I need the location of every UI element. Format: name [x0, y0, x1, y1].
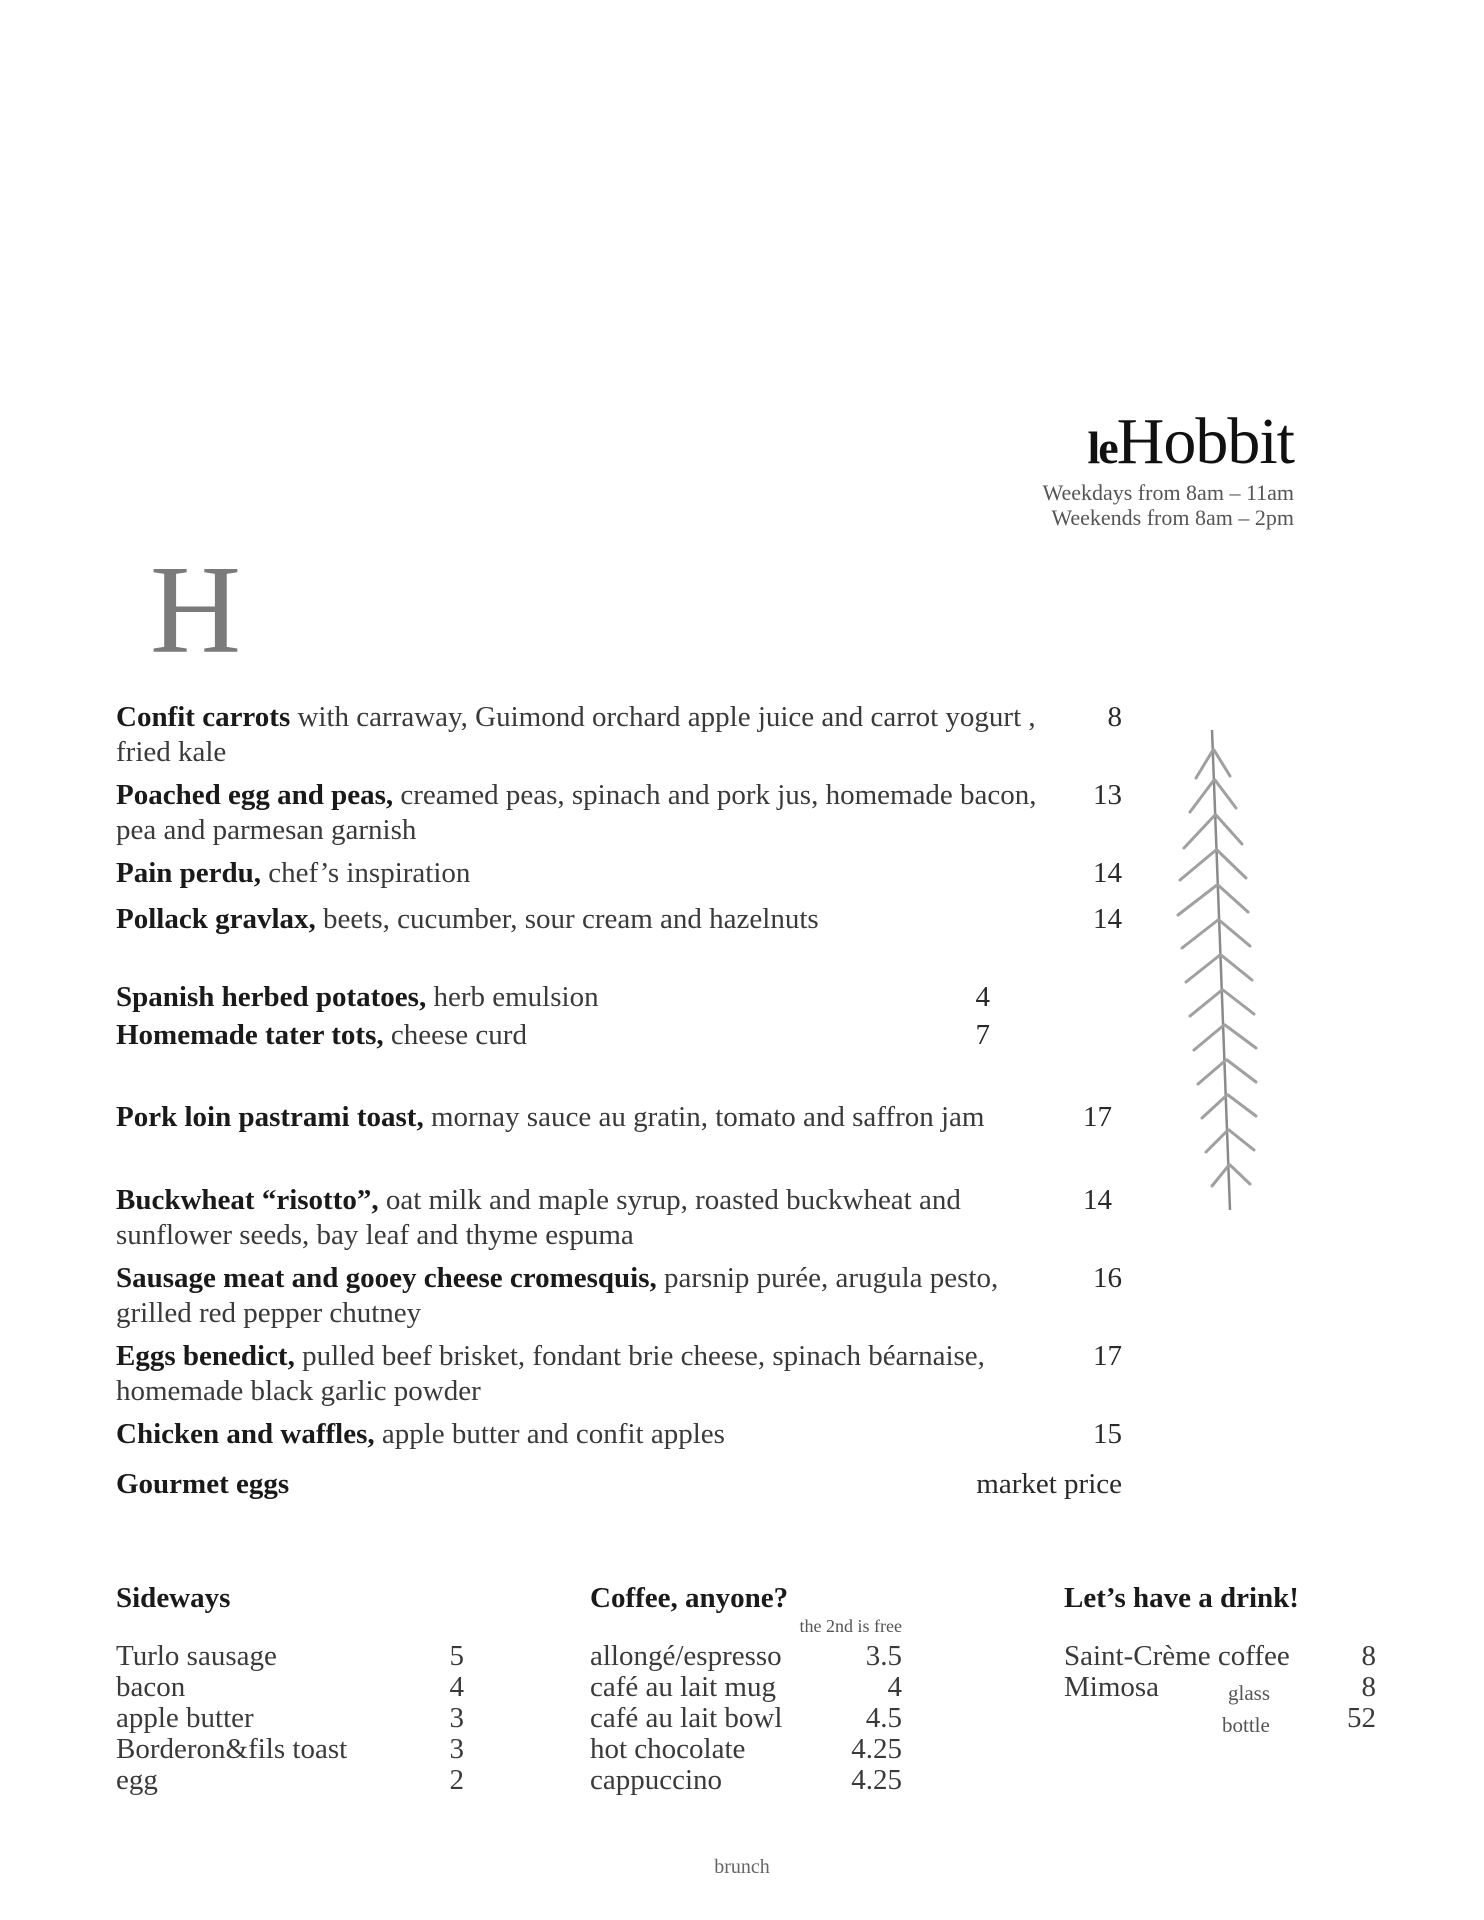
- item-desc: creamed peas, spinach and pork jus, homemade bacon, pea and parmesan garnish: [116, 779, 1037, 846]
- item-desc: mornay sauce au gratin, tomato and saffron jam: [423, 1101, 985, 1133]
- item-name: Confit carrots: [116, 701, 291, 733]
- section-title-coffee: Coffee, anyone?: [590, 1582, 789, 1614]
- item-name: Pain perdu,: [116, 857, 262, 889]
- item-price: 13: [1093, 779, 1122, 811]
- list-item-price: 3: [449, 1733, 464, 1765]
- item-price: 14: [1093, 903, 1122, 935]
- list-item: Mimosa: [1064, 1671, 1160, 1703]
- menu-item-cromesquis: [116, 1261, 1076, 1331]
- item-price: 17: [1093, 1340, 1122, 1372]
- item-name: Poached egg and peas,: [116, 779, 394, 811]
- list-item-price: 8: [1361, 1640, 1376, 1672]
- item-desc: herb emulsion: [426, 981, 599, 1013]
- item-price: market price: [976, 1468, 1122, 1500]
- list-item-sub: glass: [1228, 1681, 1270, 1705]
- item-desc: cheese curd: [383, 1019, 527, 1051]
- list-item-price: 52: [1347, 1702, 1376, 1734]
- list-item-price: 4.5: [865, 1702, 902, 1734]
- logo-name: Hobbit: [1116, 405, 1294, 478]
- list-item-price: 3: [449, 1702, 464, 1734]
- item-price: 14: [1093, 857, 1122, 889]
- list-item: egg: [116, 1764, 158, 1796]
- item-desc: pulled beef brisket, fondant brie cheese, spinach béarnaise, homemade black garlic powder: [116, 1340, 985, 1407]
- list-item: apple butter: [116, 1702, 254, 1734]
- list-item-price: 4: [887, 1671, 902, 1703]
- list-item: bacon: [116, 1671, 186, 1703]
- hours-weekends: Weekends from 8am – 2pm: [1051, 505, 1294, 530]
- list-item-price: 4: [449, 1671, 464, 1703]
- list-item-price: 2: [449, 1764, 464, 1796]
- list-item: Saint-Crème coffee: [1064, 1640, 1290, 1672]
- hours-weekdays: Weekdays from 8am – 11am: [1042, 480, 1294, 505]
- list-item-price: 8: [1361, 1671, 1376, 1703]
- item-desc: parsnip purée, arugula pesto, grilled red pepper chutney: [116, 1262, 999, 1329]
- item-desc: apple butter and confit apples: [374, 1418, 725, 1450]
- section-title-drinks: Let’s have a drink!: [1064, 1582, 1299, 1614]
- list-item-price: 5: [449, 1640, 464, 1672]
- item-name: Eggs benedict,: [116, 1340, 295, 1372]
- list-item: cappuccino: [590, 1764, 723, 1796]
- item-name: Homemade tater tots,: [116, 1019, 384, 1051]
- list-item: café au lait mug: [590, 1671, 776, 1703]
- coffee-note: the 2nd is free: [799, 1616, 902, 1636]
- logo-prefix: le: [1087, 422, 1117, 473]
- opening-hours: [1042, 480, 1294, 530]
- menu-item-chicken-waffles: [116, 1417, 1116, 1452]
- rosemary-branch-icon: [1160, 720, 1270, 1220]
- item-desc: with carraway, Guimond orchard apple juice and carrot yogurt , fried kale: [116, 701, 1036, 768]
- menu-item-pollack-gravlax: [116, 902, 1116, 937]
- item-name: Pollack gravlax,: [116, 903, 316, 935]
- list-item-price: 3.5: [865, 1640, 902, 1672]
- item-desc: chef’s inspiration: [261, 857, 471, 889]
- list-item: café au lait bowl: [590, 1702, 783, 1734]
- menu-item-eggs-benedict: [116, 1339, 1016, 1409]
- item-price: 7: [975, 1019, 990, 1051]
- item-name: Buckwheat “risotto”,: [116, 1184, 379, 1216]
- list-item-sub: bottle: [1222, 1713, 1270, 1737]
- item-price: 8: [1107, 701, 1122, 733]
- menu-item-poached-egg: [116, 778, 1076, 848]
- list-item: Turlo sausage: [116, 1640, 277, 1672]
- item-price: 15: [1093, 1418, 1122, 1450]
- item-name: Gourmet eggs: [116, 1468, 290, 1500]
- list-item: hot chocolate: [590, 1733, 746, 1765]
- item-name: Spanish herbed potatoes,: [116, 981, 427, 1013]
- item-price: 16: [1093, 1262, 1122, 1294]
- section-title-sideways: Sideways: [116, 1582, 231, 1614]
- list-item-price: 4.25: [851, 1733, 902, 1765]
- menu-item-pastrami-toast: [116, 1100, 996, 1135]
- list-item-price: 4.25: [851, 1764, 902, 1796]
- menu-item-buckwheat-risotto: [116, 1183, 1076, 1253]
- list-item: Borderon&fils toast: [116, 1733, 348, 1765]
- menu-item-confit-carrots: [116, 700, 1076, 770]
- item-price: 17: [1083, 1101, 1112, 1133]
- page-footer: brunch: [714, 1856, 770, 1878]
- item-desc: oat milk and maple syrup, roasted buckwheat and sunflower seeds, bay leaf and thyme espuma: [116, 1184, 961, 1251]
- item-desc: beets, cucumber, sour cream and hazelnuts: [315, 903, 819, 935]
- item-price: 4: [975, 981, 990, 1013]
- list-item: allongé/espresso: [590, 1640, 782, 1672]
- item-name: Chicken and waffles,: [116, 1418, 375, 1450]
- menu-item-pain-perdu: [116, 856, 1116, 891]
- item-price: 14: [1083, 1184, 1112, 1216]
- item-name: Sausage meat and gooey cheese cromesquis,: [116, 1262, 657, 1294]
- restaurant-logo: [1087, 404, 1294, 480]
- decorative-initial: H: [150, 541, 241, 680]
- item-name: Pork loin pastrami toast,: [116, 1101, 424, 1133]
